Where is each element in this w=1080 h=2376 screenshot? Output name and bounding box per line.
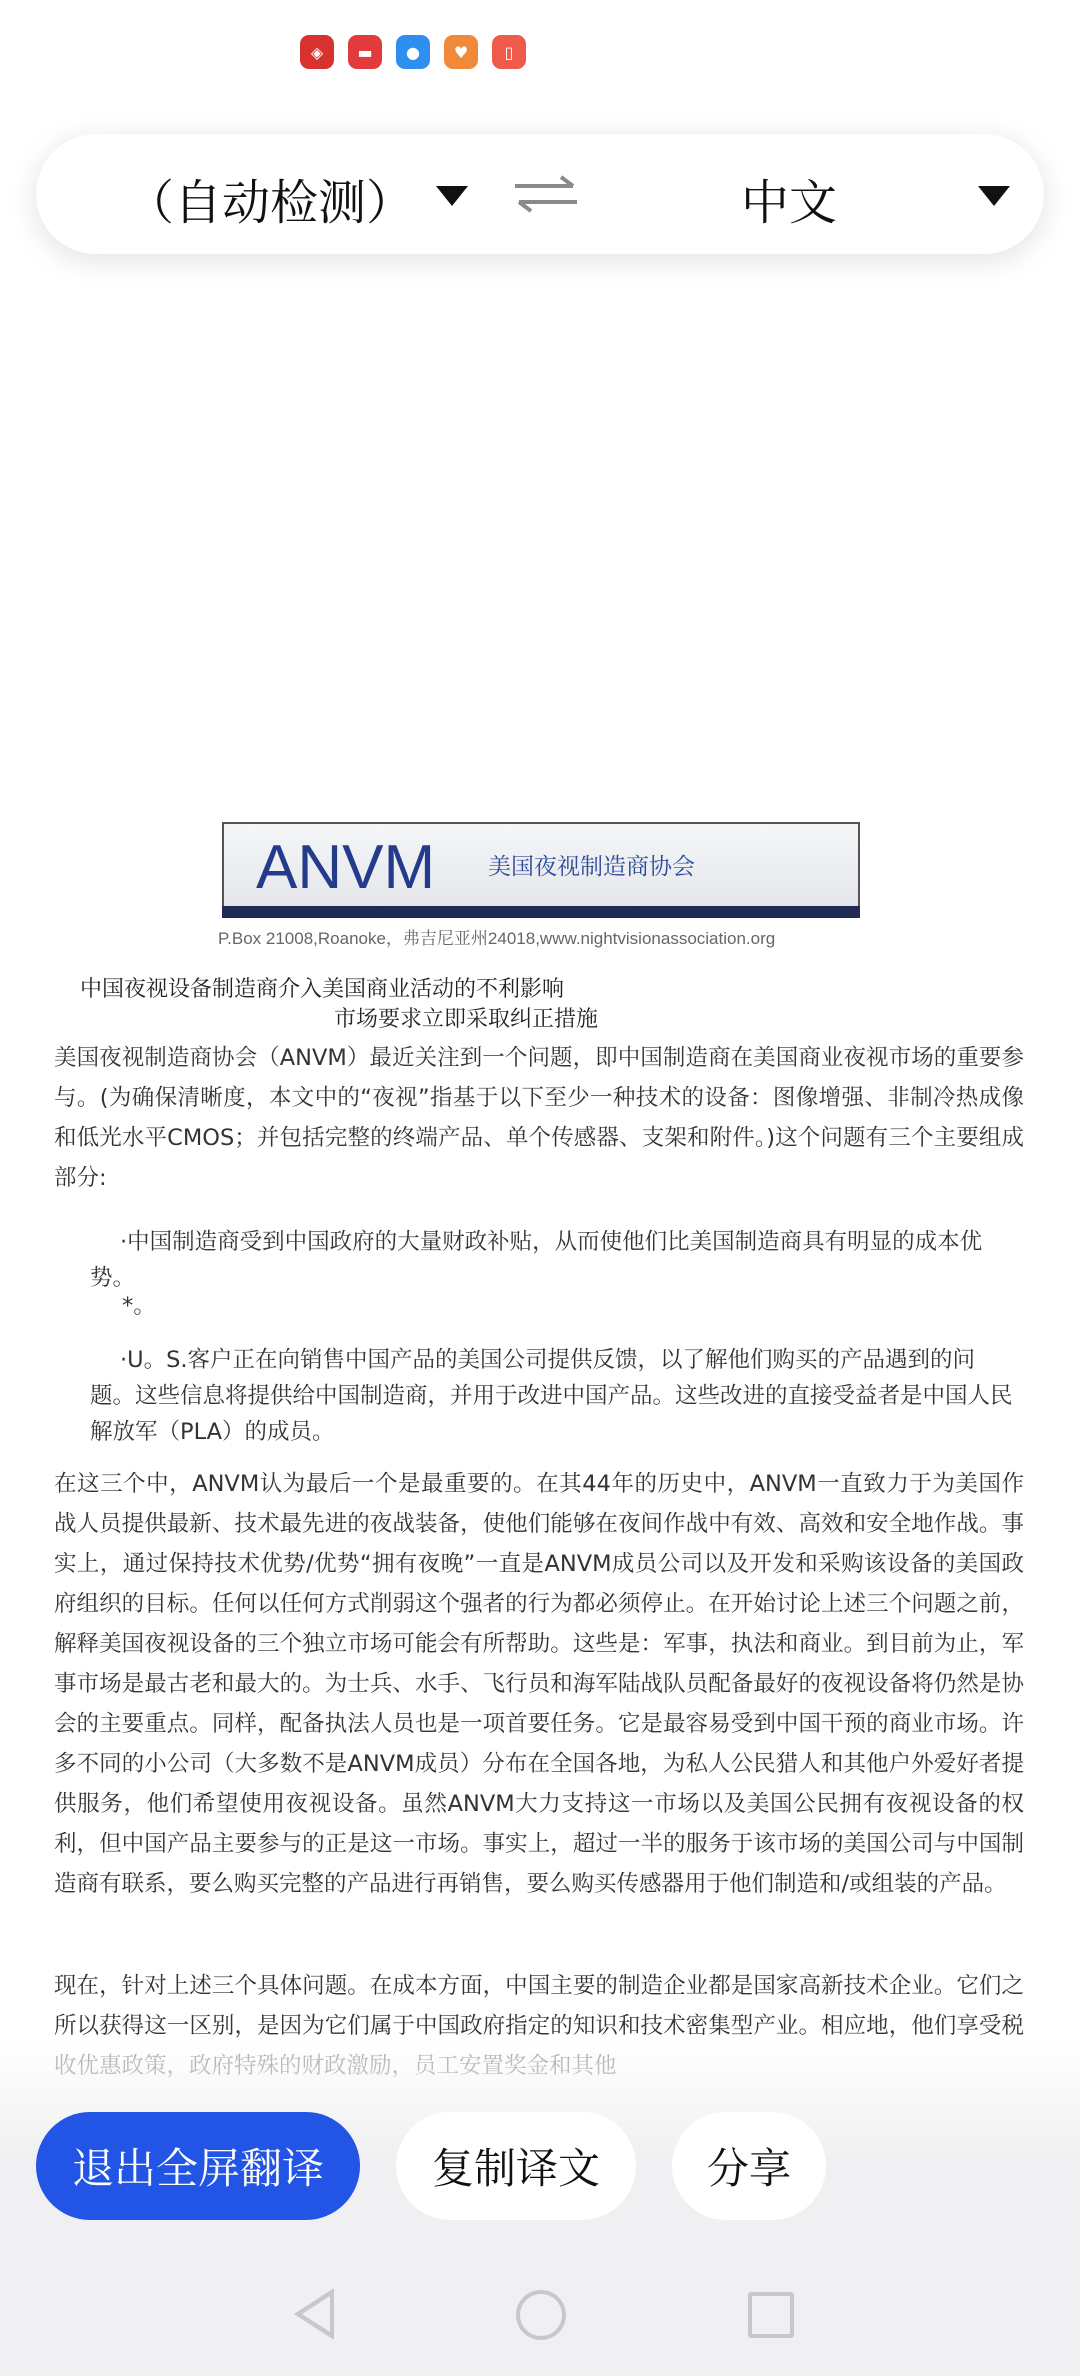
nav-recents-icon[interactable]: [748, 2292, 794, 2338]
address-line: P.Box 21008,Roanoke，弗吉尼亚州24018,www.nightvisionassociation.org: [218, 929, 776, 948]
logo-subtitle: 美国夜视制造商协会: [488, 854, 695, 880]
headline-line1: 中国夜视设备制造商介入美国商业活动的不利影响: [80, 977, 565, 1002]
nav-back-icon-inner: [302, 2296, 330, 2332]
anvm-logo: [222, 822, 860, 910]
target-dropdown-icon[interactable]: [978, 186, 1010, 206]
swap-arrows-icon[interactable]: [511, 174, 581, 214]
paragraph-1: 美国夜视制造商协会（ANVM）最近关注到一个问题，即中国制造商在美国商业夜视市场的重要参与。(为确保清晰度，本文中的“夜视”指基于以下至少一种技术的设备：图像增强、非制冷热成像和低光水平CMOS；并包括完整的终端产品、单个传感器、支架和附件。)这个问题有三个主要组成部分:: [54, 1045, 1024, 1191]
bullet-2: ·U。S.客户正在向销售中国产品的美国公司提供反馈，以了解他们购买的产品遇到的问题。这些信息将提供给中国制造商，并用于改进中国产品。这些改进的直接受益者是中国人民解放军（PLA）的成员。: [90, 1347, 1013, 1445]
headline-line2: 市场要求立即采取纠正措施: [334, 1007, 599, 1032]
books-icon: ▯: [492, 35, 526, 69]
nav-home-icon[interactable]: [516, 2290, 566, 2340]
messages-icon: ●: [396, 35, 430, 69]
logo-stripe: [222, 906, 860, 918]
exit-fullscreen-translate-button[interactable]: 退出全屏翻译: [36, 2112, 360, 2220]
target-language-selector[interactable]: 中文: [741, 175, 838, 231]
bullet-1-tail: *。: [122, 1293, 156, 1319]
huawei-store-icon: ▬: [348, 35, 382, 69]
status-app-icons: [300, 35, 526, 69]
bullet-1: ·中国制造商受到中国政府的大量财政补贴，从而使他们比美国制造商具有明显的成本优势。: [90, 1229, 983, 1291]
source-language-selector[interactable]: （自动检测）: [126, 175, 415, 231]
paragraph-2: 在这三个中，ANVM认为最后一个是最重要的。在其44年的历史中，ANVM一直致力于为美国作战人员提供最新、技术最先进的夜战装备，使他们能够在夜间作战中有效、高效和安全地作战。事实上，通过保持技术优势/优势“拥有夜晚”一直是ANVM成员公司以及开发和采购该设备的美国政府组织的目标。任何以任何方式削弱这个强者的行为都必须停止。在开始讨论上述三个问题之前，解释美国夜视设备的三个独立市场可能会有所帮助。这些是：军事，执法和商业。到目前为止，军事市场是最古老和最大的。为士兵、水手、飞行员和海军陆战队员配备最好的夜视设备将仍然是协会的主要重点。同样，配备执法人员也是一项首要任务。它是最容易受到中国干预的商业市场。许多不同的小公司（大多数不是ANVM成员）分布在全国各地，为私人公民猎人和其他户外爱好者提供服务，他们希望使用夜视设备。虽然ANVM大力支持这一市场以及美国公民拥有夜视设备的权利，但中国产品主要参与的正是这一市场。事实上，超过一半的服务于该市场的美国公司与中国制造商有联系，要么购买完整的产品进行再销售，要么购买传感器用于他们制造和/或组装的产品。: [54, 1471, 1024, 1897]
source-dropdown-icon[interactable]: [436, 186, 468, 206]
huawei-mall-icon: ◈: [300, 35, 334, 69]
health-icon: ♥: [444, 35, 478, 69]
logo-text: ANVM: [256, 833, 436, 902]
status-bar: [0, 0, 1080, 110]
paragraph-3: 现在，针对上述三个具体问题。在成本方面，中国主要的制造企业都是国家高新技术企业。它们之所以获得这一区别，是因为它们属于中国政府指定的知识和技术密集型产业。相应地，他们享受税: [54, 1973, 1024, 2039]
share-button[interactable]: 分享: [672, 2112, 826, 2220]
language-bar: [36, 134, 1044, 254]
copy-translation-button[interactable]: 复制译文: [396, 2112, 636, 2220]
